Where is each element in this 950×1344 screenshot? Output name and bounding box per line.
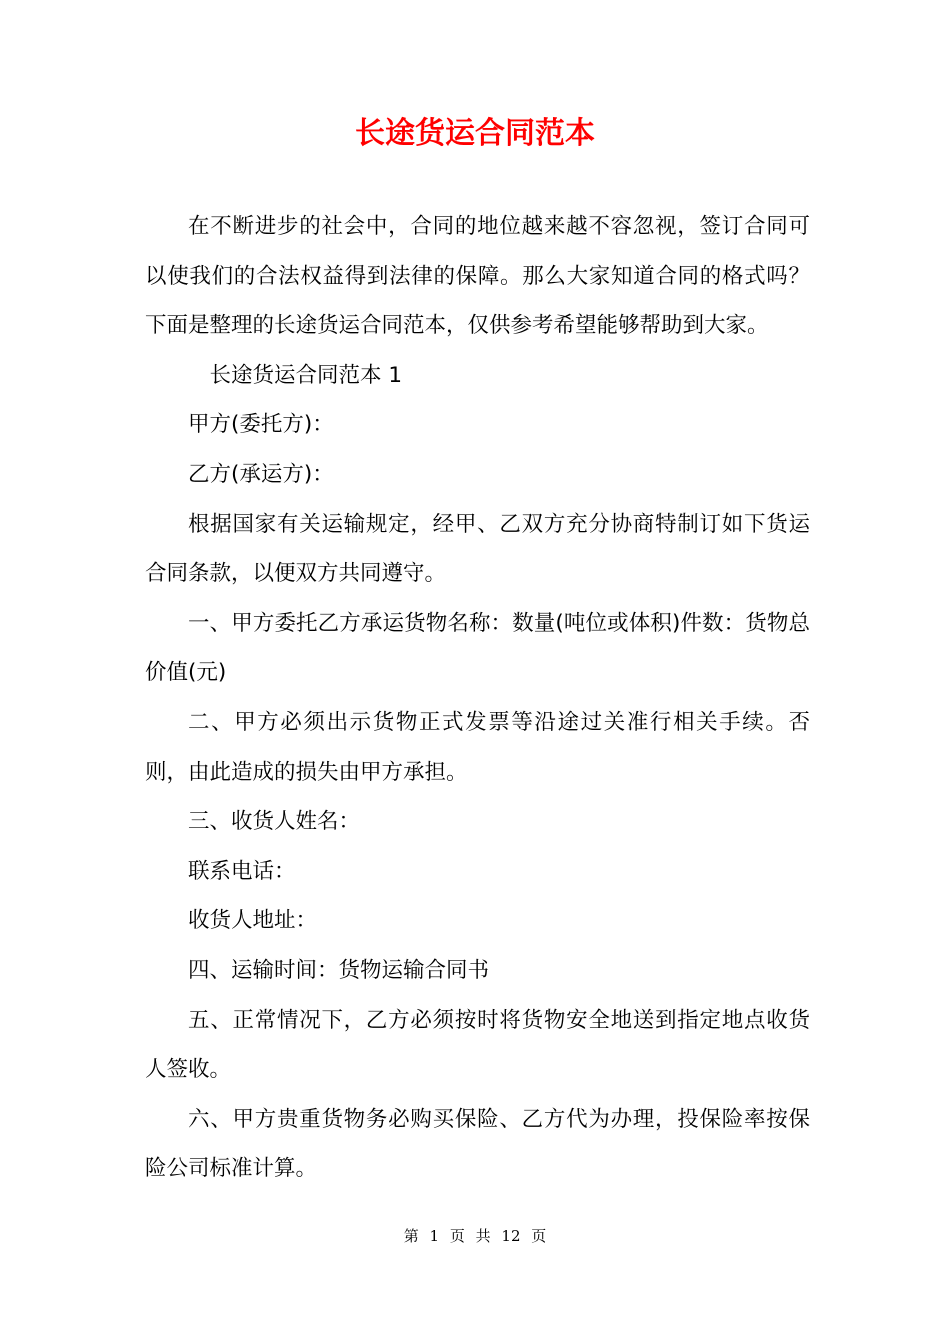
consignee-address-line: 收货人地址： (188, 908, 318, 934)
section-heading: 长途货运合同范本 1 (209, 362, 403, 388)
page-footer (0, 1224, 950, 1248)
contact-phone-line: 联系电话： (188, 858, 296, 884)
footer-gong: 共 (475, 1227, 491, 1245)
clause-5: 五、正常情况下，乙方必须按时将货物安全地送到指定地点收货人签收。 (145, 1007, 810, 1083)
party-b-line: 乙方(承运方)： (188, 461, 334, 487)
party-a-line: 甲方(委托方)： (188, 412, 334, 438)
clause-6: 六、甲方贵重货物务必购买保险、乙方代为办理，投保险率按保险公司标准计算。 (145, 1106, 810, 1182)
preamble-paragraph: 根据国家有关运输规定，经甲、乙双方充分协商特制订如下货运合同条款，以便双方共同遵守。 (145, 511, 810, 587)
clause-4: 四、运输时间：货物运输合同书 (188, 957, 490, 983)
intro-paragraph: 在不断进步的社会中，合同的地位越来越不容忽视，签订合同可以使我们的合法权益得到法律的保障。那么大家知道合同的格式吗？下面是整理的长途货运合同范本，仅供参考希望能够帮助到大家。 (145, 214, 810, 339)
footer-total-pages: 12 (501, 1227, 521, 1245)
footer-di: 第 (403, 1227, 419, 1245)
clause-3: 三、收货人姓名： (188, 809, 361, 835)
document-title: 长途货运合同范本 (355, 116, 595, 151)
footer-ye2: 页 (531, 1227, 547, 1245)
footer-ye: 页 (449, 1227, 465, 1245)
clause-2: 二、甲方必须出示货物正式发票等沿途过关准行相关手续。否则，由此造成的损失由甲方承担。 (145, 709, 810, 785)
footer-page-number: 1 (429, 1227, 440, 1245)
clause-1: 一、甲方委托乙方承运货物名称：数量(吨位或体积)件数：货物总价值(元) (145, 610, 810, 686)
document-body (145, 202, 810, 1194)
